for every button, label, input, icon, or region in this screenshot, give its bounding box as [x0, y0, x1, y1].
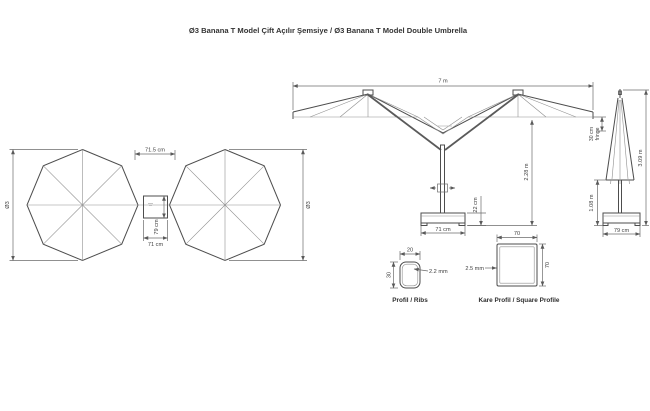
dim-base-height — [467, 196, 486, 226]
canopy-top-outline — [293, 94, 593, 133]
crank-handle — [430, 184, 455, 192]
square-profile-detail — [465, 231, 560, 304]
callout-rib-thickness — [414, 269, 448, 275]
top-view — [5, 148, 312, 261]
square-tube-inner — [500, 247, 534, 283]
dim-label-base-width-front: 71 cm — [435, 227, 451, 233]
rib-profile-caption: Profil / Ribs — [392, 297, 428, 304]
double-canopy — [293, 90, 593, 150]
right-canopy-ribs — [468, 94, 576, 117]
dim-label-rib-width: 20 — [406, 247, 414, 254]
dim-base-depth — [154, 196, 164, 235]
dim-gap — [135, 148, 175, 161]
rib-profile-detail — [387, 248, 448, 305]
canopy-center-valley — [418, 117, 468, 134]
dim-label-diameter-left: Ø3 — [5, 201, 11, 209]
callout-label-rib-thickness: 2.2 mm — [429, 269, 448, 275]
side-pole — [619, 180, 622, 213]
base-front-view — [421, 213, 465, 226]
dim-total-height — [623, 90, 649, 226]
right-umbrella-top — [170, 150, 281, 261]
dim-fringe — [589, 117, 606, 141]
dim-label-fringe-1: 30 cm — [589, 126, 595, 142]
right-octagon-ribs — [170, 150, 281, 261]
dim-label-base-width-top: 71 cm — [147, 242, 164, 248]
left-canopy-ribs — [310, 94, 418, 117]
dim-square-width — [497, 231, 537, 242]
callout-label-square-thickness: 2.5 mm — [465, 266, 484, 272]
dim-rib-height — [387, 262, 399, 288]
side-view — [589, 89, 649, 237]
dim-label-clearance: 2.28 m — [524, 163, 530, 181]
dim-span — [293, 79, 593, 111]
dim-label-base-height: 22 cm — [473, 197, 479, 213]
dim-label-base-depth: 79 cm — [154, 219, 160, 235]
callout-square-thickness — [465, 266, 496, 272]
closed-canopy-folds — [611, 100, 630, 184]
dim-square-height — [539, 244, 551, 286]
dim-base-width-side — [603, 226, 640, 237]
left-umbrella-top — [27, 150, 138, 261]
rib-tube-inner — [402, 264, 418, 286]
dim-label-rib-height: 30 — [386, 271, 393, 279]
dim-label-square-height: 70 — [545, 261, 551, 269]
dim-base-width-front — [421, 226, 465, 236]
closed-umbrella — [606, 89, 634, 213]
page-title: Ø3 Banana T Model Çift Açılır Şemsiye / Ø3 Banana T Model Double Umbrella — [188, 26, 468, 35]
dim-label-closed-clearance: 1.08 m — [589, 194, 595, 212]
dim-label-base-width-side: 79 cm — [613, 228, 630, 234]
square-tube-outer — [497, 244, 537, 286]
square-profile-caption: Kare Profil / Square Profile — [478, 297, 560, 304]
left-support-arm — [367, 94, 441, 150]
dim-rib-width — [400, 248, 420, 261]
dim-label-fringe-2: fringe — [595, 127, 601, 141]
base-side-view — [603, 213, 640, 226]
right-support-arm — [445, 94, 519, 150]
dim-label-square-width: 70 — [513, 231, 521, 237]
dim-label-span: 7 m — [438, 78, 448, 85]
left-octagon-ribs — [27, 150, 138, 261]
center-pole — [441, 145, 445, 213]
dim-label-gap: 71.5 cm — [145, 147, 165, 154]
front-view — [293, 79, 606, 237]
dim-label-diameter-right: Ø3 — [306, 201, 312, 209]
dim-label-total-height: 3.09 m — [638, 149, 644, 167]
